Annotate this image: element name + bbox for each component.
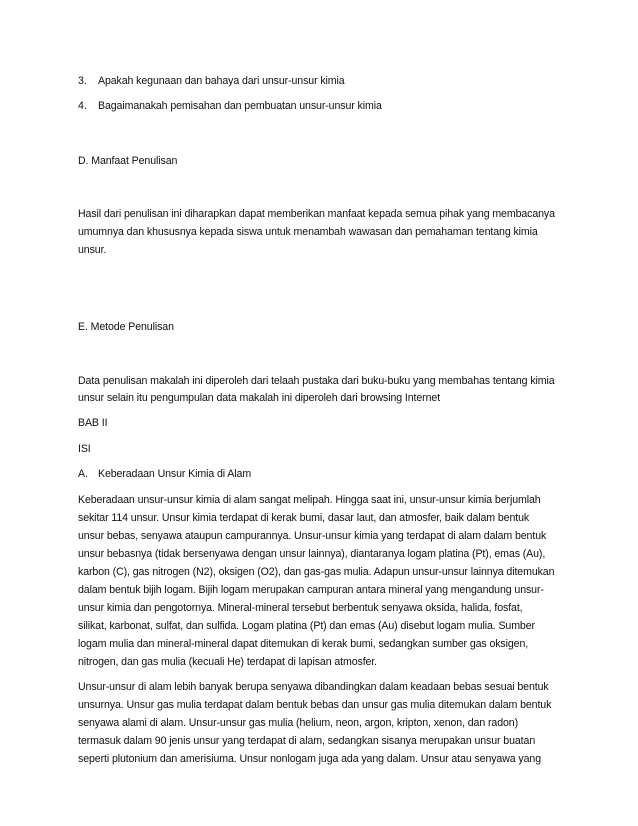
paragraph-line: unsur. bbox=[78, 244, 107, 256]
paragraph-line: seperti plutonium dan amerisiuma. Unsur nonlogam juga ada yang dalam. Unsur atau senyawa yang bbox=[78, 753, 541, 765]
subsection-heading: Keberadaan Unsur Kimia di Alam bbox=[98, 468, 252, 480]
paragraph-line: unsur kimia dan pengotornya. Mineral-mineral tersebut berbentuk senyawa oksida, halida, fosfat, bbox=[78, 602, 523, 614]
paragraph-line: dalam bentuk bijih logam. Bijih logam merupakan campuran antara mineral yang mengandung unsur- bbox=[78, 584, 544, 596]
paragraph-line: senyawa alami di alam. Unsur-unsur gas mulia (helium, neon, argon, kripton, xenon, dan radon) bbox=[78, 717, 518, 729]
paragraph-line: silikat, karbonat, sulfat, dan sulfida. Logam platina (Pt) dan emas (Au) disebut logam mulia. Sumber bbox=[78, 620, 535, 632]
paragraph-line: nitrogen, dan gas mulia (kecuali He) terdapat di lapisan atmosfer. bbox=[78, 656, 378, 668]
paragraph-line: Data penulisan makalah ini diperoleh dari telaah pustaka dari buku-buku yang membahas tentang kimia bbox=[78, 375, 555, 387]
section-heading: D. Manfaat Penulisan bbox=[78, 155, 178, 167]
paragraph-line: Keberadaan unsur-unsur kimia di alam sangat melipah. Hingga saat ini, unsur-unsur kimia berjumlah bbox=[78, 494, 541, 506]
list-item: Apakah kegunaan dan bahaya dari unsur-unsur kimia bbox=[98, 75, 345, 87]
paragraph-line: logam mulia dan mineral-mineral dapat ditemukan di kerak bumi, sedangkan sumber gas oksigen, bbox=[78, 638, 529, 650]
subsection-number: A. bbox=[78, 468, 89, 480]
paragraph-line: sekitar 114 unsur. Unsur kimia terdapat di kerak bumi, dasar laut, dan atmosfer, baik dalam bentuk bbox=[78, 512, 530, 524]
paragraph-line: Unsur-unsur di alam lebih banyak berupa senyawa dibandingkan dalam keadaan bebas sesuai bentuk bbox=[78, 681, 549, 693]
paragraph-line: termasuk dalam 90 jenis unsur yang terdapat di alam, sedangkan sisanya merupakan unsur buatan bbox=[78, 735, 536, 747]
list-number: 3. bbox=[78, 75, 87, 87]
paragraph-line: karbon (C), gas nitrogen (N2), oksigen (O2), dan gas-gas mulia. Adapun unsur-unsur lainnya ditemukan bbox=[78, 566, 555, 578]
paragraph-line: unsur selain itu pengumpulan data makalah ini diperoleh dari browsing Internet bbox=[78, 392, 441, 404]
paragraph-line: unsur bebasnya (tidak bersenyawa dengan unsur lainnya), diantaranya logam platina (Pt), emas (Au), bbox=[78, 548, 546, 560]
list-item: Bagaimanakah pemisahan dan pembuatan unsur-unsur kimia bbox=[98, 100, 382, 112]
list-number: 4. bbox=[78, 100, 87, 112]
chapter-title: ISI bbox=[78, 443, 91, 455]
paragraph-line: Hasil dari penulisan ini diharapkan dapat memberikan manfaat kepada semua pihak yang membacanya bbox=[78, 208, 555, 220]
paragraph-line: unsur bebas, senyawa ataupun campurannya. Unsur-unsur kimia yang terdapat di alam dalam bentuk bbox=[78, 530, 547, 542]
chapter-label: BAB II bbox=[78, 417, 108, 429]
section-heading: E. Metode Penulisan bbox=[78, 321, 174, 333]
paragraph-line: umumnya dan khususnya kepada siswa untuk menambah wawasan dan pemahaman tentang kimia bbox=[78, 226, 538, 238]
paragraph-line: unsurnya. Unsur gas mulia terdapat dalam bentuk bebas dan unsur gas mulia ditemukan dalam bentuk bbox=[78, 699, 552, 711]
